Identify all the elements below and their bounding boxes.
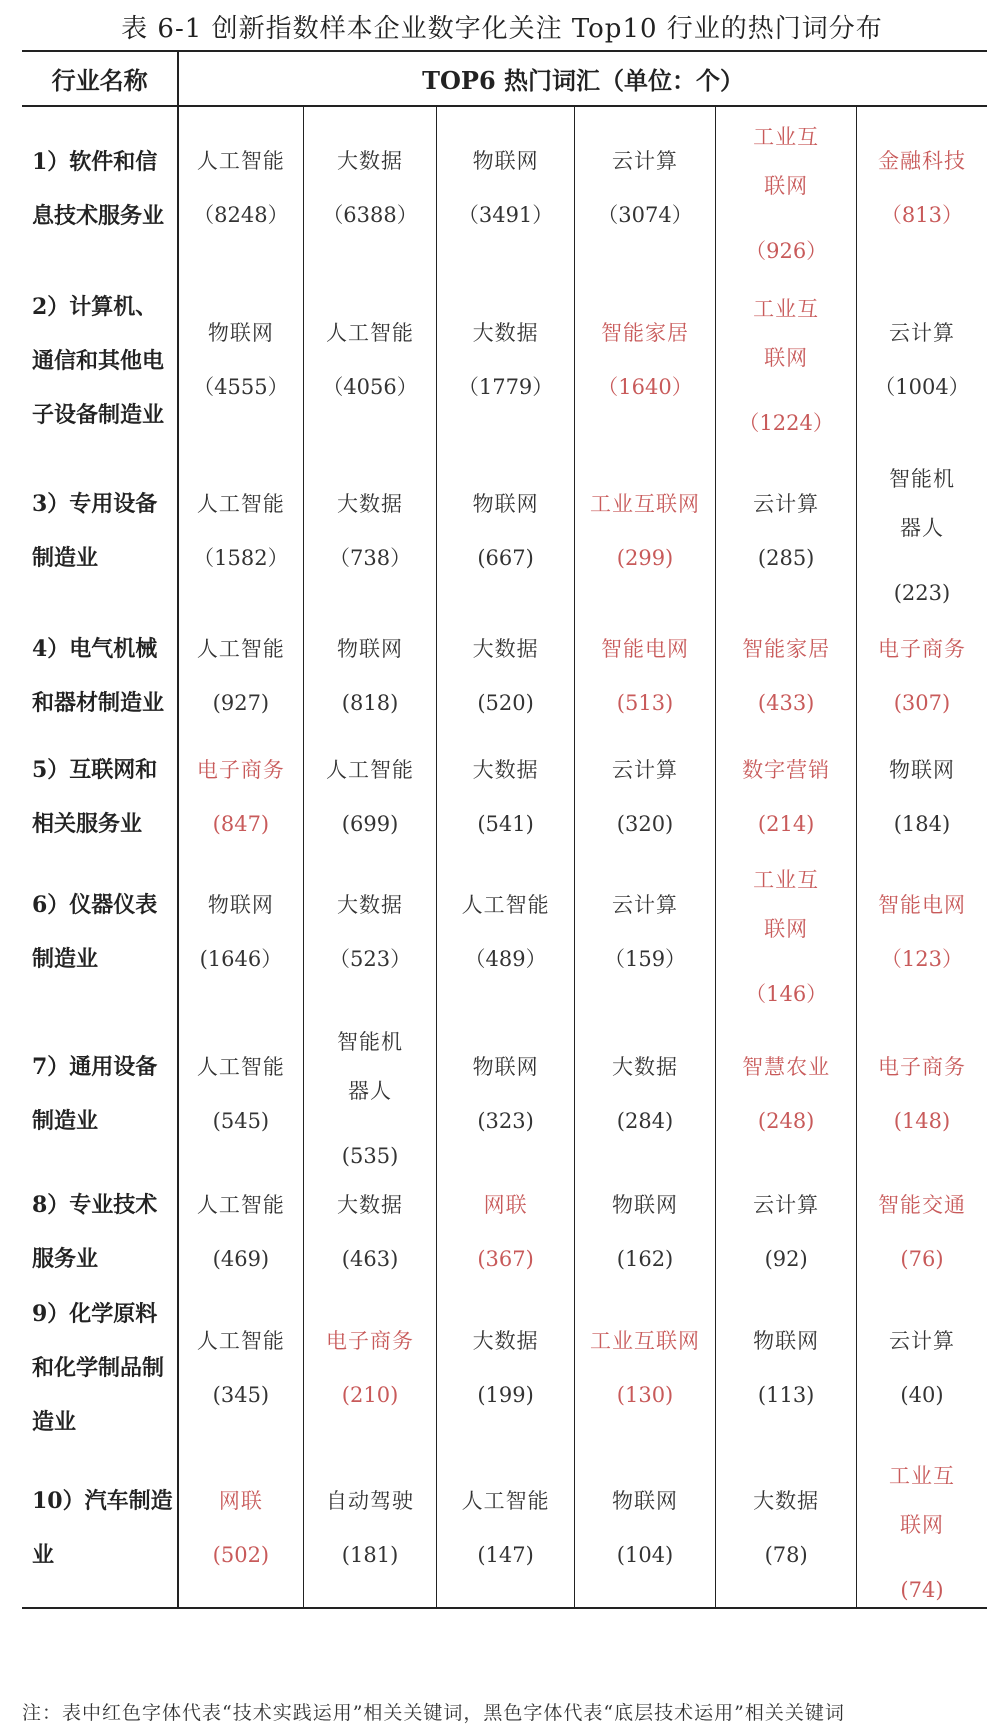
keyword-cell <box>856 853 987 1011</box>
keyword-count: (199) <box>477 1382 534 1407</box>
keyword-cell <box>178 853 303 1011</box>
keyword-base <box>179 1054 302 1135</box>
keyword-base <box>304 148 437 229</box>
keyword-count: (40) <box>900 1382 944 1407</box>
keyword-cell <box>574 1449 716 1608</box>
keyword-count: （926） <box>745 238 828 263</box>
keyword-cell <box>303 1011 437 1177</box>
keyword-base <box>716 1192 856 1273</box>
keyword-count: （1779） <box>457 375 554 399</box>
keyword-cell <box>437 1287 574 1449</box>
keyword-count: （1640） <box>597 375 693 399</box>
keyword-word: 人工智能 <box>196 1328 285 1353</box>
keyword-word: 大数据 <box>337 149 404 173</box>
keyword-count: (214) <box>757 811 815 836</box>
keyword-count: (345) <box>212 1382 270 1407</box>
keyword-word: 物联网 <box>888 757 955 782</box>
keyword-word: 智能家居 <box>742 636 831 661</box>
keyword-word: 物联网 <box>207 321 274 345</box>
keyword-base <box>179 636 302 717</box>
keyword-base <box>575 1054 716 1135</box>
keyword-word: 工业互联网 <box>590 491 701 516</box>
keyword-count: (248) <box>757 1108 815 1133</box>
keyword-cell <box>574 741 716 853</box>
keyword-word: 智慧农业 <box>742 1054 831 1079</box>
keyword-count: (184) <box>893 811 951 836</box>
keyword-count: （6388） <box>322 203 418 227</box>
keyword-cell <box>437 741 574 853</box>
keyword-cell <box>856 1287 987 1449</box>
keyword-count: (367) <box>477 1246 534 1271</box>
keyword-cell <box>303 106 437 270</box>
table-row <box>22 270 987 451</box>
keyword-base <box>716 1328 856 1409</box>
keyword-word: 人工智能 <box>196 1054 285 1079</box>
keyword-cell <box>856 1449 987 1608</box>
keyword-count: (545) <box>212 1108 270 1133</box>
keyword-practice <box>179 1488 302 1569</box>
keyword-cell <box>856 741 987 853</box>
keyword-cell <box>303 611 437 741</box>
keyword-base <box>437 148 573 229</box>
keyword-word: 网联 <box>218 1488 263 1513</box>
keyword-word: 物联网 <box>472 149 539 173</box>
keyword-cell <box>716 1177 857 1287</box>
keyword-cell <box>178 1287 303 1449</box>
table-row <box>22 853 987 1011</box>
keyword-practice <box>575 1328 716 1409</box>
keyword-cell <box>303 1287 437 1449</box>
keyword-word: 网联 <box>483 1192 528 1217</box>
keyword-count: (147) <box>477 1542 534 1567</box>
table-row <box>22 1011 987 1177</box>
keyword-base <box>304 636 437 717</box>
keyword-word: 云计算 <box>612 757 679 782</box>
keyword-count: (463) <box>341 1246 399 1271</box>
keyword-base <box>304 491 437 572</box>
keyword-word: 大数据 <box>337 491 404 516</box>
keyword-cell <box>574 270 716 451</box>
keyword-cell <box>178 611 303 741</box>
keyword-count: （738） <box>328 545 412 570</box>
keyword-cell <box>437 451 574 611</box>
keyword-count: (323) <box>477 1108 534 1133</box>
table-row <box>22 106 987 270</box>
keyword-word: 工业互联网 <box>753 868 820 941</box>
keyword-count: （1582） <box>193 545 289 570</box>
keyword-count: （4056） <box>322 375 418 399</box>
keyword-word: 自动驾驶 <box>326 1488 415 1513</box>
keyword-word: 大数据 <box>612 1054 679 1079</box>
keyword-count: （3074） <box>597 203 693 227</box>
header-top6: TOP6 热门词汇（单位：个） <box>178 51 987 106</box>
keyword-word: 大数据 <box>337 1192 404 1217</box>
keyword-word: 智能机器人 <box>888 467 955 540</box>
keyword-cell <box>574 1011 716 1177</box>
keyword-base <box>437 636 573 717</box>
keyword-word: 人工智能 <box>461 892 550 917</box>
keyword-word: 物联网 <box>207 892 274 917</box>
keyword-cell <box>856 106 987 270</box>
keyword-cell <box>856 1011 987 1177</box>
keyword-base <box>304 757 437 838</box>
keyword-count: (285) <box>757 545 815 570</box>
keyword-count: (78) <box>764 1542 808 1567</box>
keyword-cell <box>303 270 437 451</box>
keyword-count: (148) <box>893 1108 951 1133</box>
keyword-word: 物联网 <box>612 1488 679 1513</box>
header-industry: 行业名称 <box>22 51 178 106</box>
keyword-cell <box>303 1449 437 1608</box>
keyword-word: 人工智能 <box>196 1192 285 1217</box>
keyword-cell <box>437 270 574 451</box>
industry-name: 5）互联网和相关服务业 <box>22 741 178 853</box>
keyword-cell <box>574 451 716 611</box>
keyword-word: 智能电网 <box>601 636 690 661</box>
keyword-table <box>22 50 987 1609</box>
keyword-count: （3491） <box>457 203 554 227</box>
keyword-practice <box>716 636 856 717</box>
keyword-count: (541) <box>477 811 534 836</box>
keyword-base <box>575 1488 716 1569</box>
table-note: 注：表中红色字体代表“技术实践运用”相关关键词，黑色字体代表“底层技术运用”相关关键词 <box>22 1702 845 1724</box>
keyword-count: (320) <box>616 811 674 836</box>
keyword-word: 工业互联网 <box>590 1328 701 1353</box>
keyword-cell <box>574 1287 716 1449</box>
keyword-cell <box>437 1177 574 1287</box>
keyword-count: （523） <box>328 946 412 971</box>
keyword-count: (113) <box>757 1382 815 1407</box>
keyword-base <box>437 757 573 838</box>
keyword-base <box>304 1018 437 1170</box>
keyword-cell <box>574 1177 716 1287</box>
keyword-cell <box>716 451 857 611</box>
keyword-count: (927) <box>212 690 270 715</box>
keyword-practice <box>575 320 716 401</box>
keyword-count: (299) <box>616 545 674 570</box>
keyword-cell <box>716 741 857 853</box>
industry-name: 4）电气机械和器材制造业 <box>22 611 178 741</box>
keyword-word: 人工智能 <box>196 149 285 173</box>
keyword-word: 物联网 <box>753 1328 820 1353</box>
keyword-base <box>437 491 573 572</box>
keyword-word: 人工智能 <box>326 757 415 782</box>
keyword-count: (520) <box>477 690 534 715</box>
keyword-base <box>575 757 716 838</box>
keyword-cell <box>716 853 857 1011</box>
keyword-word: 工业互联网 <box>753 296 820 370</box>
keyword-count: (92) <box>764 1246 808 1271</box>
keyword-word: 大数据 <box>472 636 539 661</box>
keyword-count: （1004） <box>874 375 970 399</box>
keyword-base <box>575 148 716 229</box>
keyword-cell <box>437 106 574 270</box>
keyword-practice <box>857 1054 987 1135</box>
keyword-base <box>304 1488 437 1569</box>
keyword-cell <box>303 1177 437 1287</box>
keyword-word: 工业互联网 <box>888 1464 955 1537</box>
keyword-count: (181) <box>341 1542 399 1567</box>
keyword-count: （123） <box>880 946 963 971</box>
keyword-cell <box>178 741 303 853</box>
keyword-count: (104) <box>616 1542 674 1567</box>
keyword-count: (433) <box>757 690 815 715</box>
keyword-practice <box>857 148 987 229</box>
keyword-base <box>304 1192 437 1273</box>
table-body <box>22 106 987 1608</box>
keyword-count: (847) <box>212 811 270 836</box>
keyword-cell <box>178 1449 303 1608</box>
keyword-count: （4555） <box>193 375 289 399</box>
keyword-word: 物联网 <box>472 491 539 516</box>
keyword-practice <box>575 636 716 717</box>
keyword-cell <box>716 1011 857 1177</box>
keyword-cell <box>856 1177 987 1287</box>
keyword-cell <box>574 611 716 741</box>
keyword-base <box>179 1328 302 1409</box>
keyword-base <box>437 1488 573 1569</box>
keyword-base <box>179 148 302 229</box>
keyword-count: (223) <box>893 581 951 605</box>
keyword-practice <box>857 892 987 973</box>
keyword-word: 云计算 <box>888 1328 955 1353</box>
keyword-count: (469) <box>212 1246 270 1271</box>
keyword-cell <box>856 611 987 741</box>
keyword-count: (535) <box>341 1144 399 1168</box>
keyword-word: 智能家居 <box>601 321 690 345</box>
keyword-word: 云计算 <box>753 491 820 516</box>
keyword-cell <box>716 1449 857 1608</box>
keyword-word: 电子商务 <box>877 1054 966 1079</box>
keyword-count: （813） <box>880 203 963 227</box>
keyword-word: 电子商务 <box>196 757 285 782</box>
keyword-count: (162) <box>616 1246 674 1271</box>
keyword-word: 云计算 <box>612 892 679 917</box>
keyword-word: 云计算 <box>753 1192 820 1217</box>
keyword-cell <box>178 106 303 270</box>
keyword-practice <box>716 856 856 1008</box>
keyword-practice <box>857 1192 987 1273</box>
keyword-cell <box>856 451 987 611</box>
keyword-word: 云计算 <box>888 321 955 345</box>
keyword-base <box>437 892 573 973</box>
keyword-word: 人工智能 <box>461 1488 550 1513</box>
keyword-base <box>575 1192 716 1273</box>
keyword-count: （1224） <box>738 410 834 435</box>
keyword-base <box>179 320 302 401</box>
industry-name: 1）软件和信息技术服务业 <box>22 106 178 270</box>
keyword-practice <box>437 1192 573 1273</box>
keyword-count: (76) <box>900 1246 944 1271</box>
keyword-cell <box>437 1011 574 1177</box>
table-row <box>22 741 987 853</box>
keyword-word: 人工智能 <box>196 636 285 661</box>
keyword-count: （489） <box>464 946 547 971</box>
keyword-practice <box>575 491 716 572</box>
keyword-word: 大数据 <box>337 892 404 917</box>
keyword-cell <box>716 106 857 270</box>
keyword-cell <box>437 611 574 741</box>
keyword-base <box>575 892 716 973</box>
keyword-word: 云计算 <box>612 149 679 173</box>
keyword-count: (130) <box>616 1382 674 1407</box>
keyword-count: （146） <box>745 982 828 1006</box>
keyword-cell <box>716 1287 857 1449</box>
keyword-count: (307) <box>893 690 951 715</box>
keyword-cell <box>178 1011 303 1177</box>
keyword-word: 智能交通 <box>877 1192 966 1217</box>
keyword-practice <box>179 757 302 838</box>
table-row <box>22 1287 987 1449</box>
keyword-practice <box>857 636 987 717</box>
keyword-practice <box>716 113 856 265</box>
keyword-word: 人工智能 <box>196 491 285 516</box>
industry-name: 7）通用设备制造业 <box>22 1011 178 1177</box>
keyword-word: 人工智能 <box>326 321 415 345</box>
table-row <box>22 611 987 741</box>
keyword-base <box>716 491 856 572</box>
keyword-base <box>179 1192 302 1273</box>
keyword-practice <box>716 285 856 437</box>
keyword-cell <box>574 853 716 1011</box>
keyword-count: (210) <box>341 1382 399 1407</box>
keyword-count: （159） <box>603 946 687 971</box>
keyword-word: 数字营销 <box>742 757 831 782</box>
table-row <box>22 451 987 611</box>
keyword-count: (502) <box>212 1542 270 1567</box>
keyword-cell <box>856 270 987 451</box>
keyword-word: 工业互联网 <box>753 124 820 198</box>
keyword-cell <box>303 853 437 1011</box>
keyword-base <box>179 491 302 572</box>
industry-name: 9）化学原料和化学制品制造业 <box>22 1287 178 1449</box>
keyword-count: (667) <box>477 545 534 570</box>
keyword-cell <box>303 741 437 853</box>
keyword-cell <box>178 270 303 451</box>
keyword-practice <box>716 1054 856 1135</box>
keyword-word: 物联网 <box>472 1054 539 1079</box>
keyword-count: (284) <box>616 1108 674 1133</box>
keyword-base <box>857 1328 987 1409</box>
keyword-cell <box>437 1449 574 1608</box>
industry-name: 8）专业技术服务业 <box>22 1177 178 1287</box>
keyword-word: 电子商务 <box>877 636 966 661</box>
keyword-word: 电子商务 <box>326 1328 415 1353</box>
keyword-practice <box>857 1452 987 1604</box>
keyword-base <box>304 892 437 973</box>
keyword-count: （8248） <box>193 203 289 227</box>
industry-name: 3）专用设备制造业 <box>22 451 178 611</box>
keyword-cell <box>716 611 857 741</box>
keyword-word: 智能机器人 <box>337 1030 404 1103</box>
keyword-base <box>437 1328 573 1409</box>
industry-name: 2）计算机、通信和其他电子设备制造业 <box>22 270 178 451</box>
keyword-base <box>304 320 437 401</box>
keyword-cell <box>574 106 716 270</box>
keyword-count: (74) <box>900 1578 944 1602</box>
table-header-row <box>22 51 987 106</box>
keyword-cell <box>303 451 437 611</box>
keyword-word: 大数据 <box>753 1488 820 1513</box>
keyword-practice <box>716 757 856 838</box>
keyword-word: 物联网 <box>337 636 404 661</box>
keyword-cell <box>178 451 303 611</box>
keyword-count: (513) <box>616 690 674 715</box>
keyword-word: 智能电网 <box>877 892 966 917</box>
keyword-word: 大数据 <box>472 757 539 782</box>
industry-name: 6）仪器仪表制造业 <box>22 853 178 1011</box>
table-row <box>22 1449 987 1608</box>
table-caption: 表 6-1 创新指数样本企业数字化关注 Top10 行业的热门词分布 <box>121 14 883 44</box>
keyword-word: 大数据 <box>472 321 539 345</box>
keyword-base <box>437 1054 573 1135</box>
keyword-cell <box>178 1177 303 1287</box>
keyword-base <box>857 455 987 607</box>
keyword-word: 大数据 <box>472 1328 539 1353</box>
keyword-word: 金融科技 <box>877 149 966 173</box>
keyword-base <box>857 320 987 401</box>
keyword-practice <box>304 1328 437 1409</box>
keyword-count: (699) <box>341 811 399 836</box>
keyword-word: 物联网 <box>612 1192 679 1217</box>
keyword-base <box>857 757 987 838</box>
keyword-cell <box>716 270 857 451</box>
industry-name: 10）汽车制造业 <box>22 1449 178 1608</box>
keyword-base <box>716 1488 856 1569</box>
keyword-count: (1646） <box>199 946 283 971</box>
keyword-base <box>437 320 573 401</box>
keyword-count: (818) <box>341 690 399 715</box>
keyword-base <box>179 892 302 973</box>
keyword-cell <box>437 853 574 1011</box>
table-row <box>22 1177 987 1287</box>
